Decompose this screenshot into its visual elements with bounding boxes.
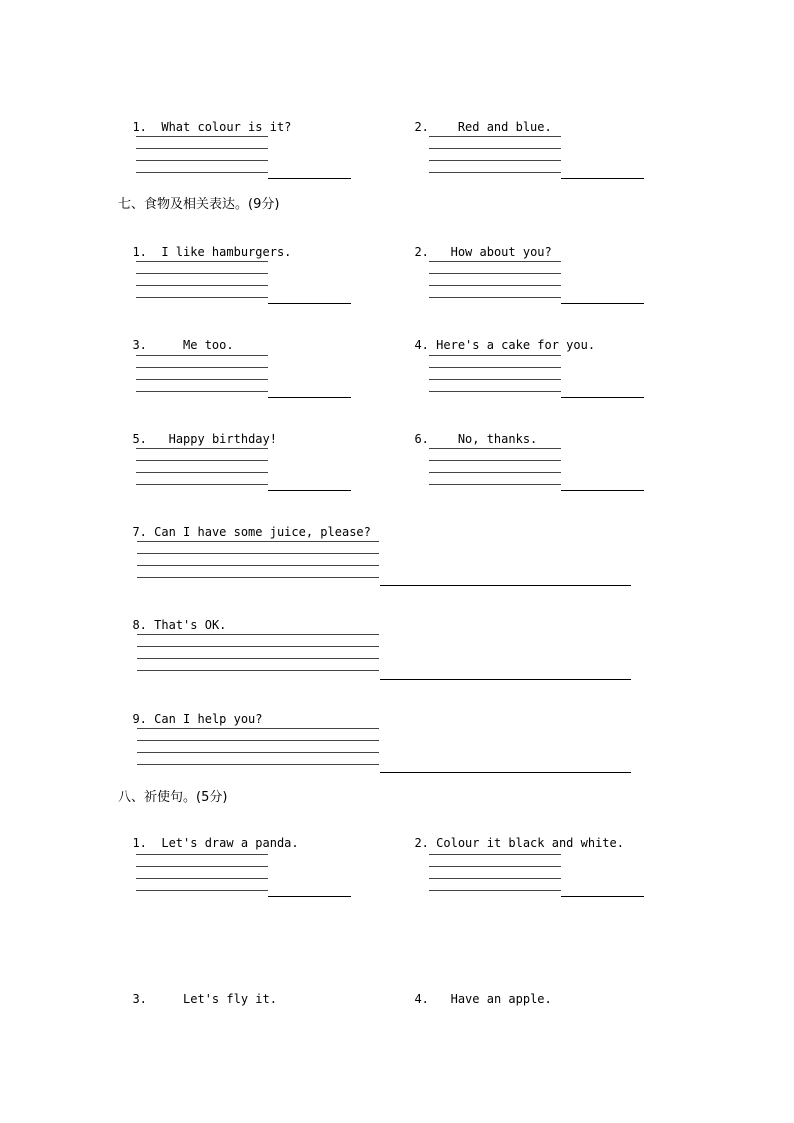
writing-lines [136, 448, 268, 496]
question-number: 4. [414, 338, 429, 352]
question-number: 1. [132, 120, 147, 134]
answer-line[interactable] [268, 397, 351, 398]
question-b6 [400, 418, 537, 446]
question-b4 [400, 324, 595, 352]
question-a2 [400, 106, 552, 134]
question-text: Can I have some juice, please? [154, 525, 371, 539]
question-number: 3. [132, 992, 147, 1006]
question-number: 6. [414, 432, 429, 446]
question-text: Can I help you? [154, 712, 263, 726]
question-text: Let's draw a panda. [161, 836, 299, 850]
question-number: 2. [414, 836, 429, 850]
writing-lines [137, 728, 379, 776]
answer-line[interactable] [268, 896, 351, 897]
question-text: How about you? [450, 245, 552, 259]
question-number: 2. [414, 245, 429, 259]
answer-line[interactable] [380, 772, 631, 773]
writing-lines [136, 136, 268, 184]
question-b9 [118, 698, 263, 726]
writing-lines [136, 355, 268, 403]
question-number: 5. [132, 432, 147, 446]
question-number: 1. [132, 245, 147, 259]
writing-lines [137, 541, 379, 589]
question-a1 [118, 106, 291, 134]
question-number: 4. [414, 992, 429, 1006]
question-text: Have an apple. [450, 992, 552, 1006]
question-b3 [118, 324, 234, 352]
question-number: 9. [132, 712, 147, 726]
question-b7 [118, 511, 371, 539]
answer-line[interactable] [561, 303, 644, 304]
writing-lines [429, 136, 561, 184]
answer-line[interactable] [268, 490, 351, 491]
answer-line[interactable] [561, 896, 644, 897]
question-b2 [400, 231, 552, 259]
question-text: No, thanks. [457, 432, 538, 446]
question-c2 [400, 822, 624, 850]
answer-line[interactable] [380, 679, 631, 680]
question-text: Happy birthday! [168, 432, 277, 446]
answer-line[interactable] [268, 303, 351, 304]
writing-lines [136, 261, 268, 309]
question-b8 [118, 604, 226, 632]
question-text: Here's a cake for you. [436, 338, 596, 352]
answer-line[interactable] [380, 585, 631, 586]
answer-line[interactable] [561, 397, 644, 398]
question-number: 7. [132, 525, 147, 539]
writing-lines [429, 448, 561, 496]
writing-lines [429, 355, 561, 403]
answer-line[interactable] [561, 178, 644, 179]
writing-lines [136, 854, 268, 902]
section-heading-7: 七、食物及相关表达。(9分) [118, 197, 280, 212]
writing-lines [429, 854, 561, 902]
question-number: 2. [414, 120, 429, 134]
question-number: 3. [132, 338, 147, 352]
question-text: That's OK. [154, 618, 227, 632]
question-text: I like hamburgers. [161, 245, 292, 259]
question-text: Red and blue. [457, 120, 552, 134]
question-number: 1. [132, 836, 147, 850]
question-text: What colour is it? [161, 120, 292, 134]
answer-line[interactable] [268, 178, 351, 179]
writing-lines [137, 634, 379, 682]
question-text: Me too. [183, 338, 234, 352]
question-c3 [118, 978, 277, 1006]
question-b5 [118, 418, 277, 446]
answer-line[interactable] [561, 490, 644, 491]
writing-lines [429, 261, 561, 309]
question-c1 [118, 822, 299, 850]
question-b1 [118, 231, 291, 259]
section-heading-8: 八、祈使句。(5分) [118, 790, 228, 805]
question-number: 8. [132, 618, 147, 632]
question-c4 [400, 978, 552, 1006]
question-text: Let's fly it. [183, 992, 277, 1006]
question-text: Colour it black and white. [436, 836, 624, 850]
